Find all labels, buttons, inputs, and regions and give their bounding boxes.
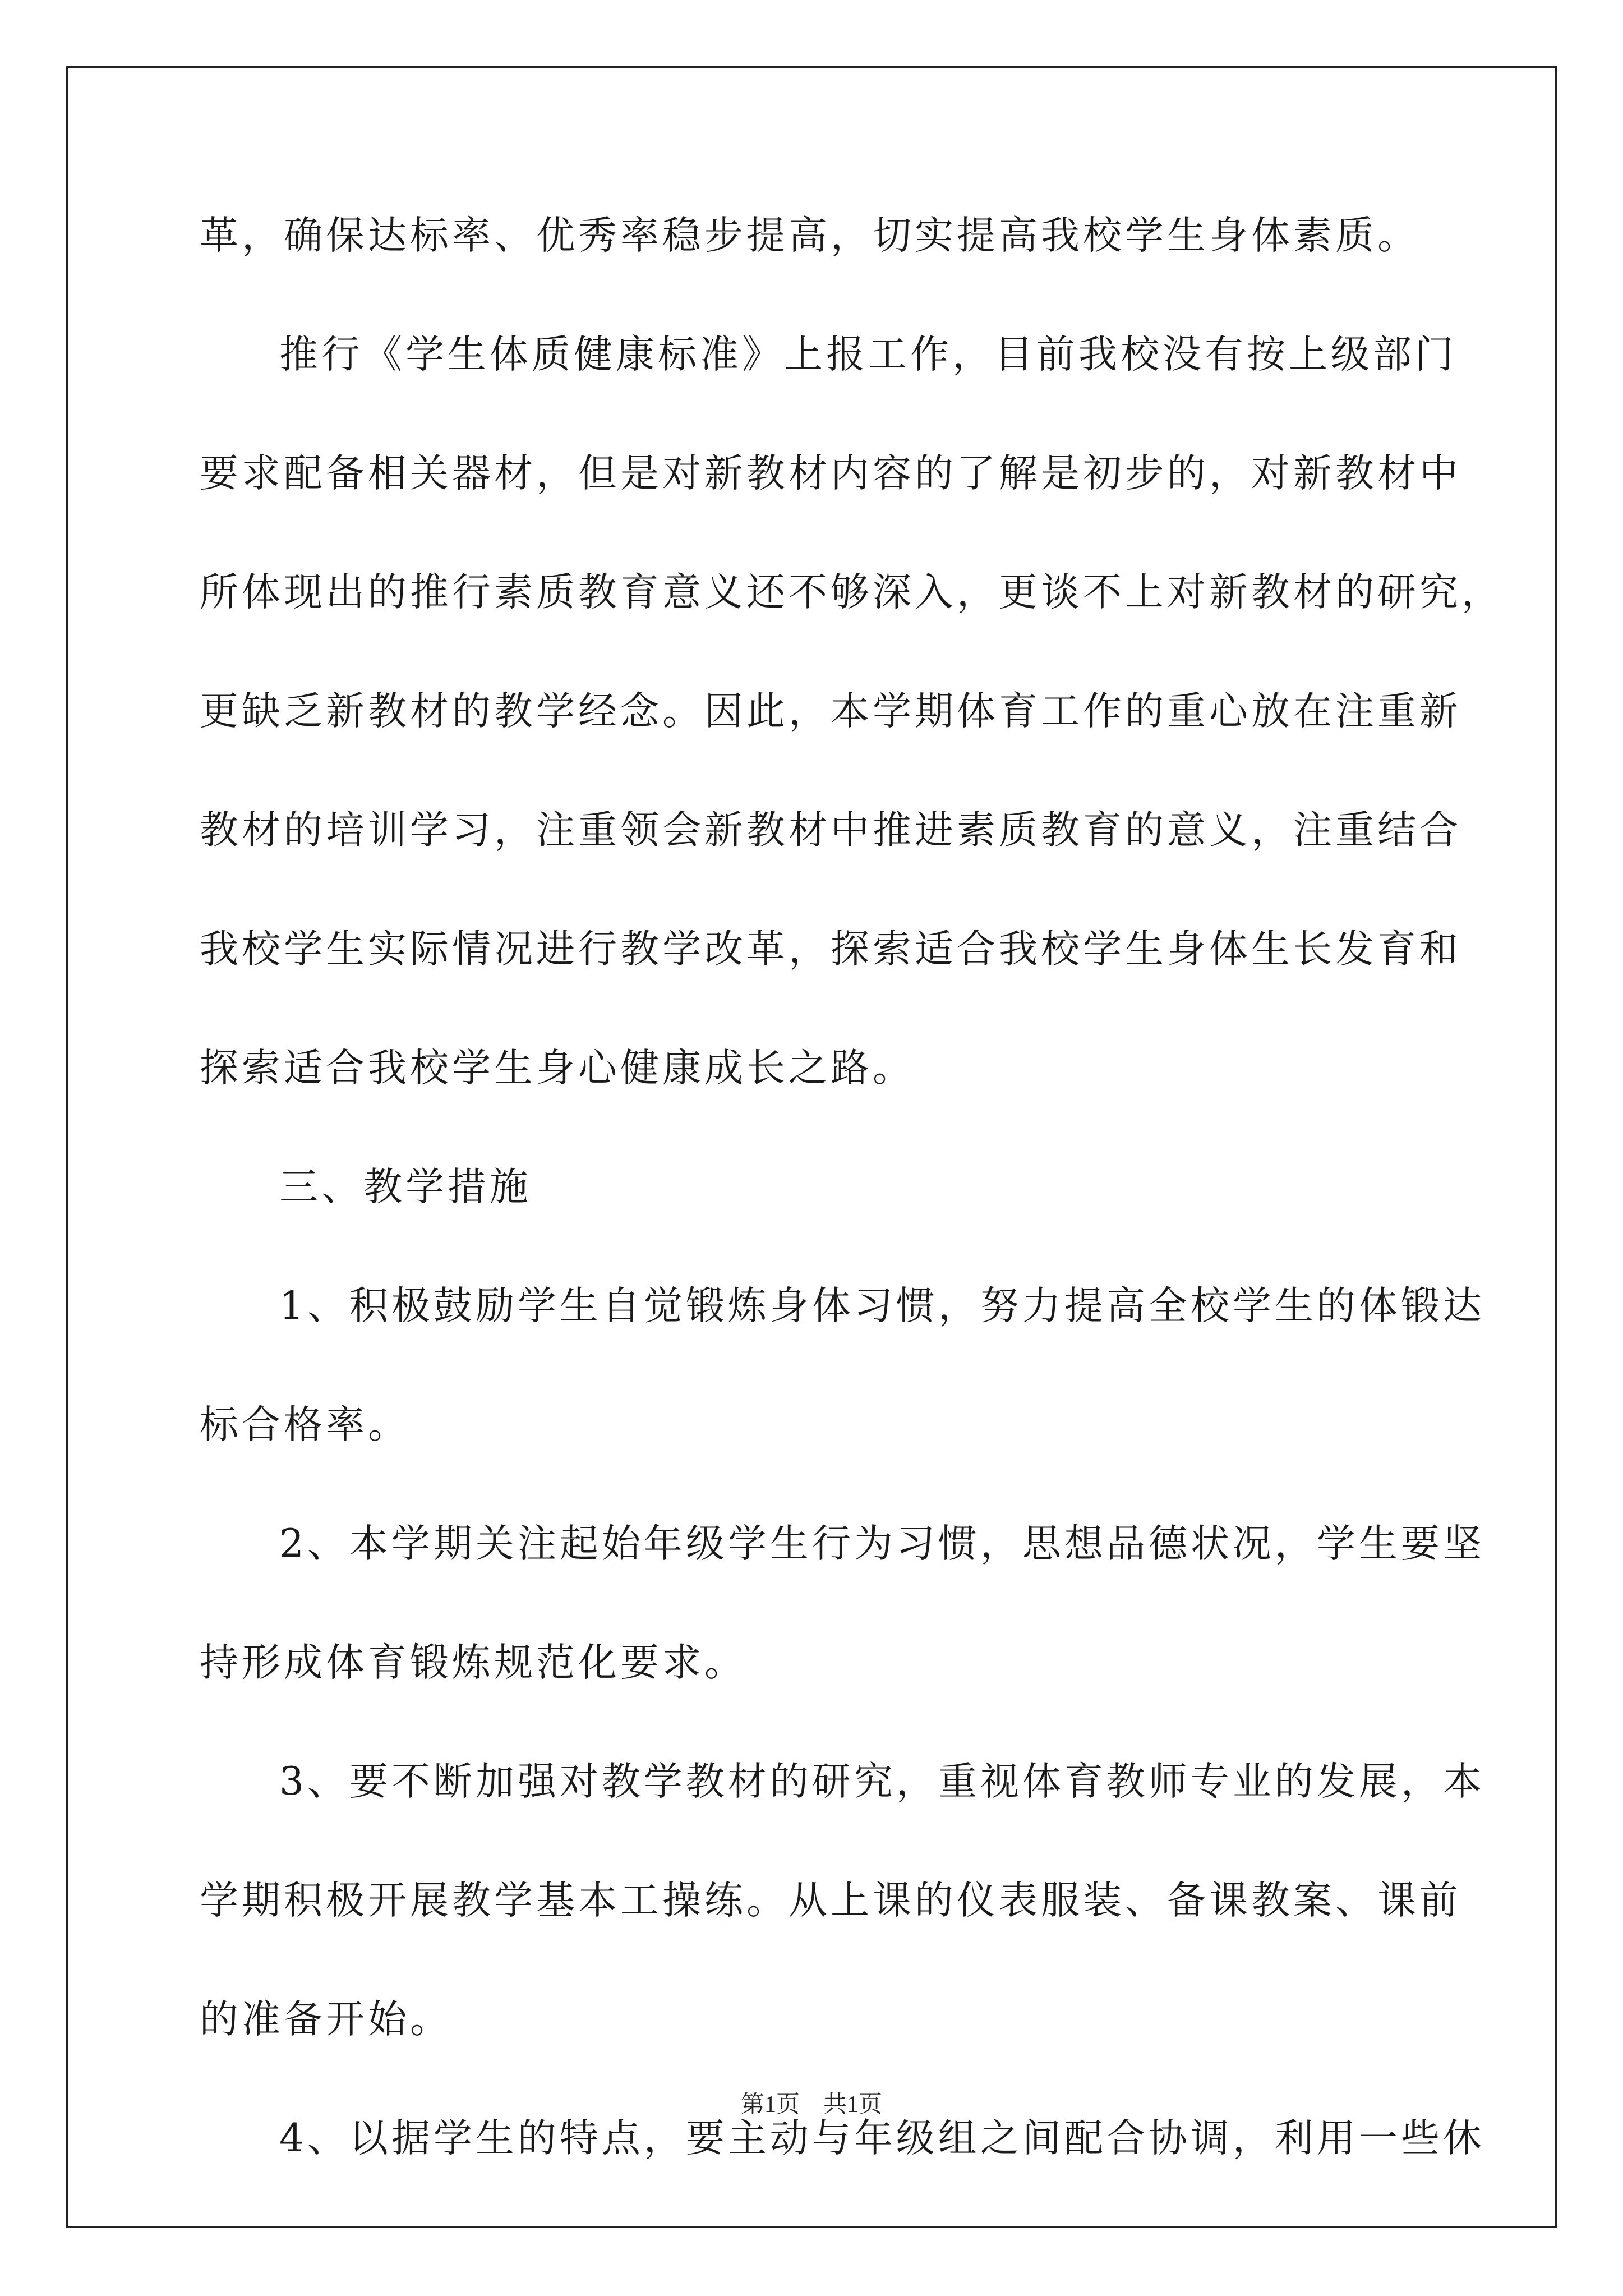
list-item-2-line: 2、本学期关注起始年级学生行为习惯，思想品德状况，学生要坚: [279, 1521, 1485, 1566]
text-line: 标合格率。: [200, 1402, 410, 1447]
text-line: 教材的培训学习，注重领会新教材中推进素质教育的意义，注重结合: [200, 808, 1461, 853]
text-line: 革，确保达标率、优秀率稳步提高，切实提高我校学生身体素质。: [200, 213, 1419, 258]
text-line: 学期积极开展教学基本工操练。从上课的仪表服装、备课教案、课前: [200, 1878, 1461, 1923]
list-item-3-line: 3、要不断加强对教学教材的研究，重视体育教师专业的发展，本: [279, 1759, 1485, 1804]
page-total: 共1页: [823, 2092, 883, 2118]
text-line: 的准备开始。: [200, 1997, 452, 2042]
list-item-1-line: 1、积极鼓励学生自觉锻炼身体习惯，努力提高全校学生的体锻达: [279, 1283, 1485, 1328]
text-line: 所体现出的推行素质教育意义还不够深入，更谈不上对新教材的研究，: [200, 570, 1504, 615]
list-item-4-line: 4、以据学生的特点，要主动与年级组之间配合协调，利用一些休: [279, 2116, 1485, 2161]
page-number: 第1页: [740, 2092, 800, 2118]
section-heading: 三、教学措施: [279, 1165, 532, 1209]
text-line: 要求配备相关器材，但是对新教材内容的了解是初步的，对新教材中: [200, 451, 1461, 496]
paragraph-line: 推行《学生体质健康标准》上报工作，目前我校没有按上级部门: [279, 332, 1457, 377]
page-footer: [0, 2088, 1623, 2122]
text-line: 更缺乏新教材的教学经念。因此，本学期体育工作的重心放在注重新: [200, 689, 1461, 734]
text-line: 持形成体育锻炼规范化要求。: [200, 1640, 746, 1685]
text-line: 我校学生实际情况进行教学改革，探索适合我校学生身体生长发育和: [200, 927, 1461, 972]
text-line: 探索适合我校学生身心健康成长之路。: [200, 1046, 915, 1091]
